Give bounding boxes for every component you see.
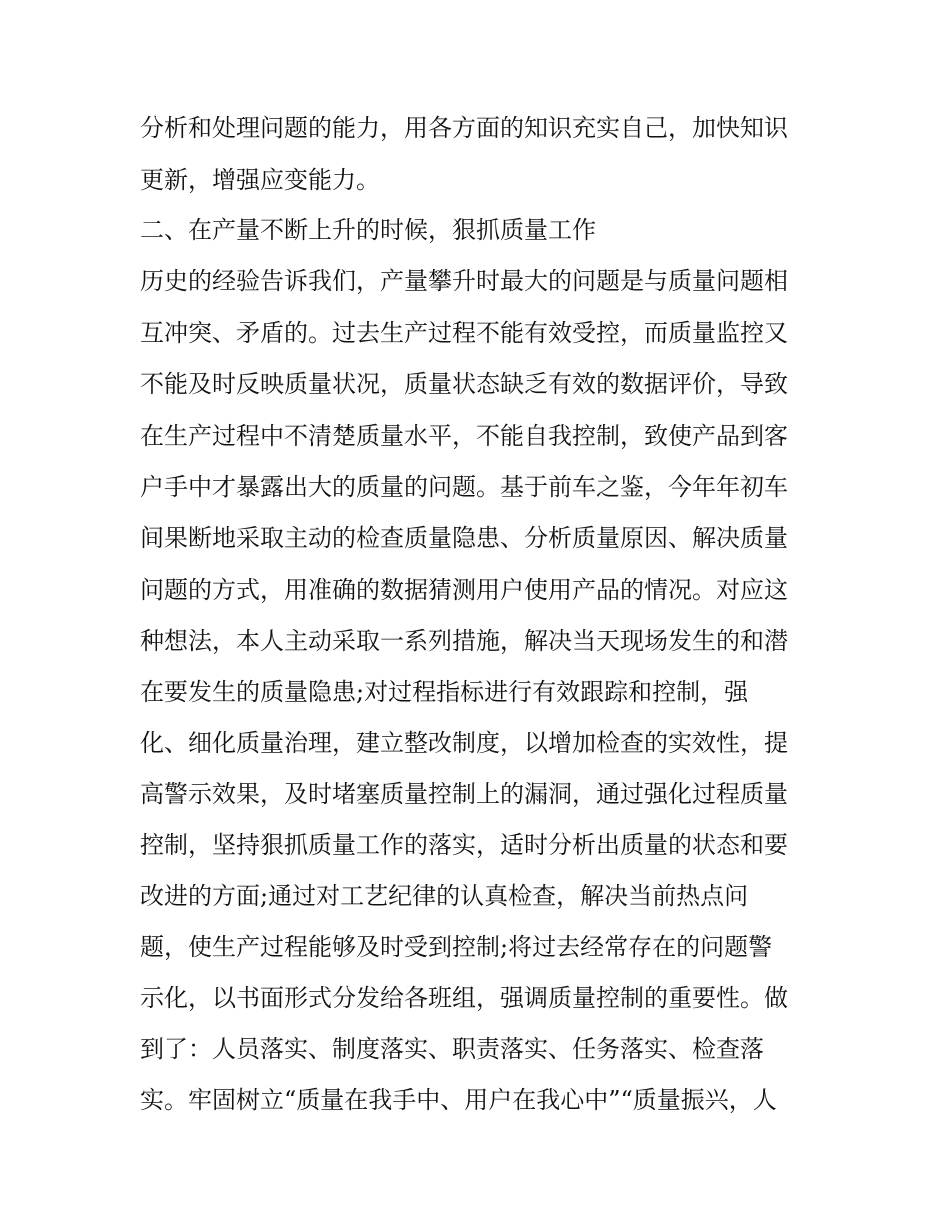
text-line: 化、细化质量治理，建立整改制度，以增加检查的实效性，提 (140, 729, 788, 757)
text-line: 实。牢固树立“质量在我手中、用户在我心中”“质量振兴，人 (140, 1086, 777, 1114)
text-line: 间果断地采取主动的检查质量隐患、分析质量原因、解决质量 (140, 524, 788, 552)
text-line: 高警示效果，及时堵塞质量控制上的漏洞，通过强化过程质量 (140, 780, 788, 808)
text-line: 不能及时反映质量状况，质量状态缺乏有效的数据评价，导致 (140, 370, 788, 398)
text-line: 改进的方面;通过对工艺纪律的认真检查，解决当前热点问 (140, 882, 749, 910)
text-line: 在要发生的质量隐患;对过程指标进行有效跟踪和控制，强 (140, 678, 749, 706)
text-line: 历史的经验告诉我们，产量攀升时最大的问题是与质量问题相 (140, 267, 788, 295)
text-line: 控制，坚持狠抓质量工作的落实，适时分析出质量的状态和要 (140, 831, 788, 859)
section-heading: 二、在产量不断上升的时候，狠抓质量工作 (140, 216, 596, 244)
text-line: 在生产过程中不清楚质量水平，不能自我控制，致使产品到客 (140, 422, 788, 450)
text-line: 种想法，本人主动采取一系列措施，解决当天现场发生的和潜 (140, 627, 788, 655)
text-line: 到了：人员落实、制度落实、职责落实、任务落实、检查落 (140, 1035, 764, 1063)
text-line: 示化，以书面形式分发给各班组，强调质量控制的重要性。做 (140, 984, 788, 1012)
text-line: 更新，增强应变能力。 (140, 166, 380, 194)
text-line: 问题的方式，用准确的数据猜测用户使用产品的情况。对应这 (140, 576, 788, 604)
text-line: 互冲突、矛盾的。过去生产过程不能有效受控，而质量监控又 (140, 319, 788, 347)
text-line: 分析和处理问题的能力，用各方面的知识充实自己，加快知识 (140, 114, 788, 142)
text-line: 题，使生产过程能够及时受到控制;将过去经常存在的问题警 (140, 933, 773, 961)
text-line: 户手中才暴露出大的质量的问题。基于前车之鉴，今年年初车 (140, 473, 788, 501)
